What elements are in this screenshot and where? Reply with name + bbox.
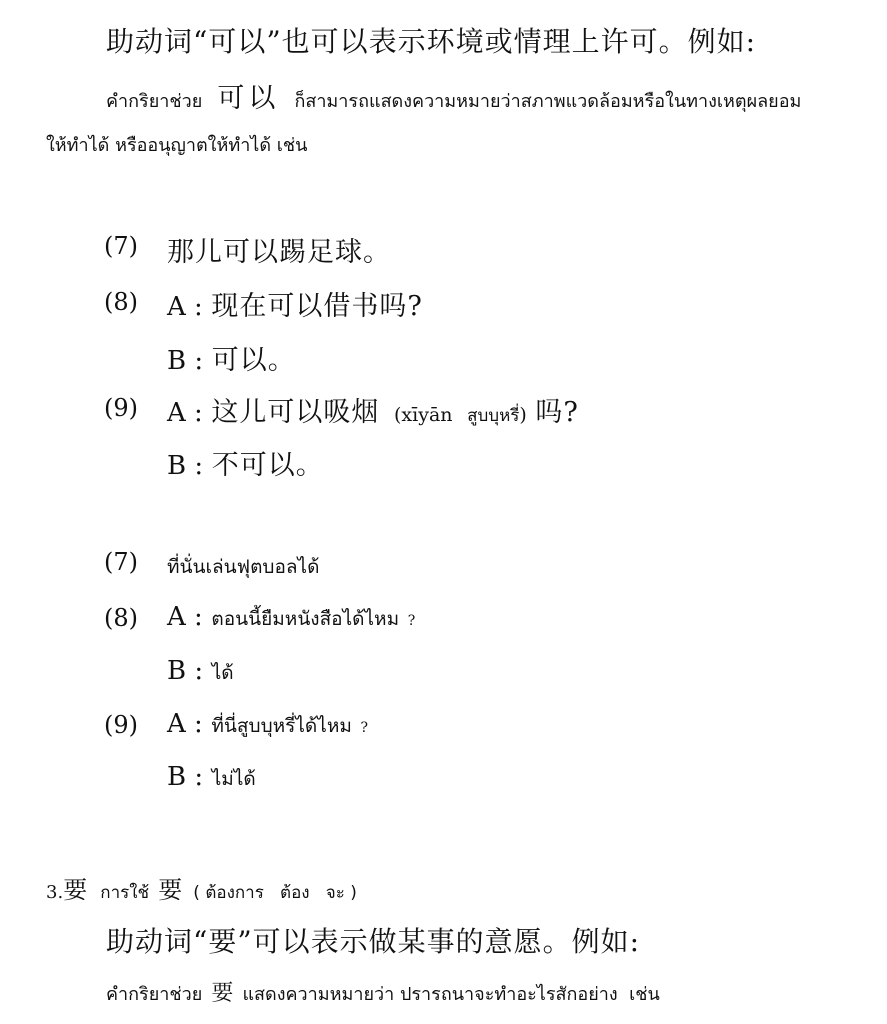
label-a: A : <box>167 602 203 632</box>
example-th-8-b-text: ได้ <box>211 662 234 684</box>
paren-close: ) <box>519 404 527 426</box>
label-b: B : <box>167 762 204 792</box>
intro-th-zh: 可以 <box>217 83 280 114</box>
section-3-intro-zh: 助动词“要”可以表示做某事的意愿。例如: <box>106 925 641 958</box>
section-3-zh: 要 <box>63 876 88 904</box>
example-th-9-b <box>167 761 256 794</box>
example-zh-8-a <box>167 284 423 323</box>
section-3-intro-th <box>106 976 660 1008</box>
example-zh-7-text: 那儿可以踢足球。 <box>167 237 391 268</box>
example-th-7-num: (7) <box>104 548 138 576</box>
example-zh-8-num: (8) <box>104 288 138 316</box>
example-zh-8-a-text: 现在可以借书吗? <box>211 291 423 322</box>
example-zh-9-a-text-1: 这儿可以吸烟 <box>211 397 380 428</box>
paren-open: ( <box>394 404 402 426</box>
intro-th-line-1 <box>106 76 801 115</box>
intro-th-post: ก็สามารถแสดงความหมายว่าสภาพแวดล้อมหรือในทางเหตุผลยอม <box>294 91 802 112</box>
intro-th-pre: คำกริยาช่วย <box>106 91 203 112</box>
example-zh-8-b-text: 可以。 <box>211 345 296 376</box>
section-3-intro-th-pre: คำกริยาช่วย <box>106 984 203 1005</box>
label-b: B : <box>167 346 204 376</box>
label-b: B : <box>167 656 204 686</box>
label-b: B : <box>167 451 204 481</box>
example-th-9-b-text: ไม่ได้ <box>211 768 256 790</box>
pinyin: xīyān <box>401 404 453 426</box>
label-a: A : <box>167 398 203 428</box>
thai-gloss: สูบบุหรี่ <box>467 406 520 426</box>
example-th-9-a-text: ที่นี่สูบบุหรี่ได้ไหม <box>211 715 352 737</box>
intro-th-line-2: ให้ทำได้ หรืออนุญาตให้ทำได้ เช่น <box>46 135 308 156</box>
example-th-8-a <box>167 601 415 634</box>
label-a: A : <box>167 709 203 739</box>
example-zh-8-b <box>167 338 296 377</box>
section-3-intro-th-zh: 要 <box>211 981 234 1006</box>
example-th-8-num: (8) <box>104 604 138 632</box>
example-zh-9-b <box>167 443 324 482</box>
example-zh-7-num: (7) <box>104 232 138 260</box>
example-th-9-a <box>167 708 368 741</box>
question-mark: ? <box>360 720 368 736</box>
example-th-9-num: (9) <box>104 711 138 739</box>
section-3-intro-th-post: แสดงความหมายว่า ปรารถนาจะทำอะไรสักอย่าง เช่น <box>242 984 660 1005</box>
section-3-zh-2: 要 <box>158 876 183 904</box>
example-th-8-a-text: ตอนนี้ยืมหนังสือได้ไหม <box>211 608 400 630</box>
label-a: A : <box>167 292 203 322</box>
example-th-8-b <box>167 655 234 688</box>
section-3-heading <box>46 870 357 906</box>
question-mark: ? <box>407 613 416 629</box>
intro-zh: 助动词“可以”也可以表示环境或情理上许可。例如: <box>106 25 757 58</box>
example-zh-9-a-text-2: 吗? <box>535 397 579 428</box>
example-zh-9-b-text: 不可以。 <box>211 450 324 481</box>
section-3-th: การใช้ <box>100 883 150 903</box>
example-th-7-text: ที่นั่นเล่นฟุตบอลได้ <box>167 556 320 578</box>
example-zh-9-num: (9) <box>104 394 138 422</box>
section-number: 3. <box>46 882 64 903</box>
example-zh-9-a <box>167 390 579 429</box>
section-3-paren: ( ต้องการ ต้อง จะ ) <box>193 883 357 903</box>
